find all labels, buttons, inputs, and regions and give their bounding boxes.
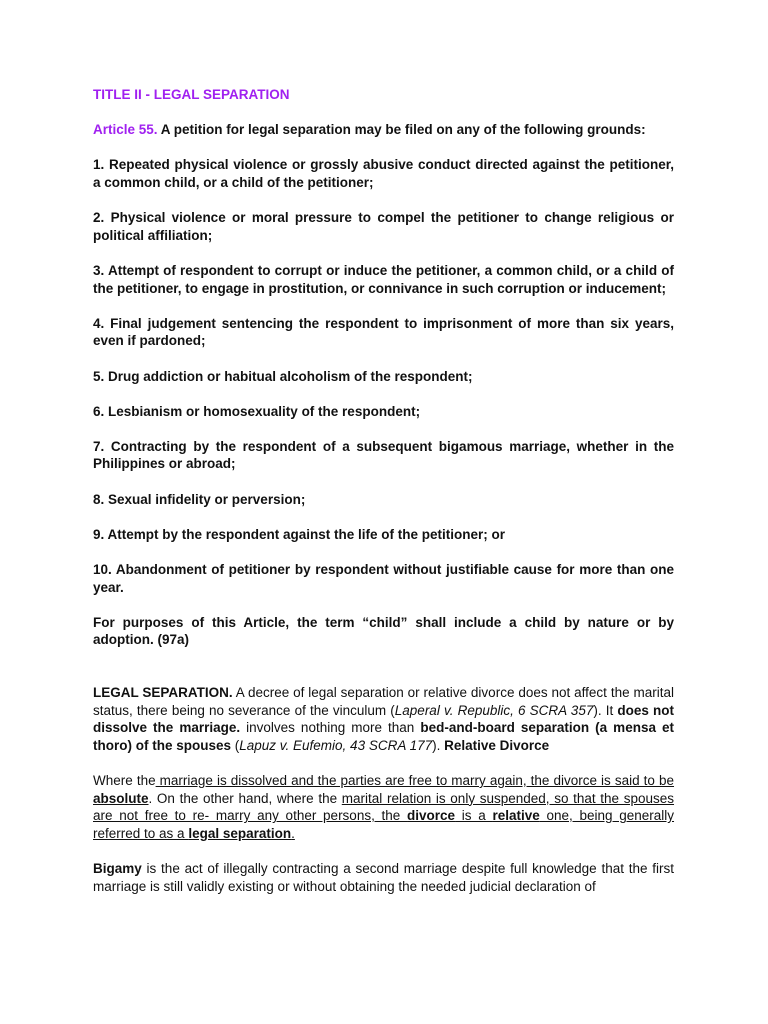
bigamy-paragraph bbox=[93, 860, 674, 895]
underlined-bold-text: relative bbox=[492, 808, 540, 824]
ground-item-2: 2. Physical violence or moral pressure to compel the petitioner to change religious or political affiliation; bbox=[93, 210, 674, 243]
text-run: A decree of legal separation or relative divorce does not affect the marital status, there being no severance of the vinculum ( bbox=[93, 685, 674, 718]
divorce-paragraph bbox=[93, 772, 674, 842]
emphasis-text: Relative Divorce bbox=[444, 737, 550, 753]
article-intro: A petition for legal separation may be filed on any of the following grounds: bbox=[157, 122, 646, 138]
document-title: TITLE II - LEGAL SEPARATION bbox=[93, 87, 290, 102]
grounds-list bbox=[93, 156, 674, 596]
underlined-text: marriage is dissolved and the parties are free to marry again, the divorce is said to be bbox=[155, 772, 675, 788]
text-run: Where the bbox=[93, 772, 156, 788]
article-heading bbox=[93, 121, 674, 139]
underlined-text: one, being generally referred to as a bbox=[93, 808, 675, 841]
case-citation: Lapuz v. Eufemio, 43 SCRA 177 bbox=[239, 737, 433, 753]
ground-item-3: 3. Attempt of respondent to corrupt or induce the petitioner, a common child, or a child of the petitioner, to engage in prostitution, or connivance in such corruption or inducement; bbox=[93, 262, 674, 296]
ground-item-4: 4. Final judgement sentencing the respondent to imprisonment of more than six years, even if pardoned; bbox=[93, 315, 674, 349]
emphasis-text: bed-and-board separation (a mensa et thoro) of the spouses bbox=[93, 720, 674, 753]
ground-item-5: 5. Drug addiction or habitual alcoholism of the respondent; bbox=[93, 368, 473, 384]
text-run: ( bbox=[231, 737, 240, 753]
ground-item-6: 6. Lesbianism or homosexuality of the respondent; bbox=[93, 403, 421, 419]
text-run: involves nothing more than bbox=[240, 720, 421, 736]
text-run: ). It bbox=[593, 702, 618, 718]
case-citation: Laperal v. Republic, 6 SCRA 357 bbox=[394, 702, 594, 718]
underlined-text: . bbox=[291, 825, 295, 841]
ground-item-10: 10. Abandonment of petitioner by respondent without justifiable cause for more than one year. bbox=[93, 562, 674, 595]
purposes-note: For purposes of this Article, the term “child” shall include a child by nature or by adoption. (97a) bbox=[93, 614, 674, 648]
bigamy-term: Bigamy bbox=[93, 860, 142, 876]
underlined-text: marital relation is only suspended, so that the spouses are not free to re- marry any other persons, the bbox=[93, 790, 675, 824]
ground-item-8: 8. Sexual infidelity or perversion; bbox=[93, 491, 306, 507]
ground-item-1: 1. Repeated physical violence or grossly abusive conduct directed against the petitioner, a common child, or a child of the petitioner; bbox=[93, 157, 674, 190]
text-run: ). bbox=[432, 737, 445, 753]
underlined-bold-text: divorce bbox=[407, 808, 456, 824]
text-run: is the act of illegally contracting a second marriage despite full knowledge that the first marriage is still validly existing or without obtaining the needed judicial declaration of bbox=[93, 860, 674, 894]
ground-item-7: 7. Contracting by the respondent of a subsequent bigamous marriage, whether in the Philippines or abroad; bbox=[93, 438, 674, 472]
underlined-bold-text: legal separation bbox=[188, 825, 292, 841]
legal-separation-heading: LEGAL SEPARATION. bbox=[93, 685, 233, 700]
legal-separation-paragraph bbox=[93, 684, 674, 754]
emphasis-text: does not dissolve the marriage. bbox=[93, 702, 675, 736]
underlined-text: is a bbox=[455, 808, 493, 824]
article-label: Article 55. bbox=[93, 122, 158, 138]
document-page bbox=[93, 86, 674, 913]
underlined-bold-text: absolute bbox=[93, 790, 149, 806]
text-run: . On the other hand, where the bbox=[148, 790, 342, 806]
ground-item-9: 9. Attempt by the respondent against the life of the petitioner; or bbox=[93, 526, 506, 542]
